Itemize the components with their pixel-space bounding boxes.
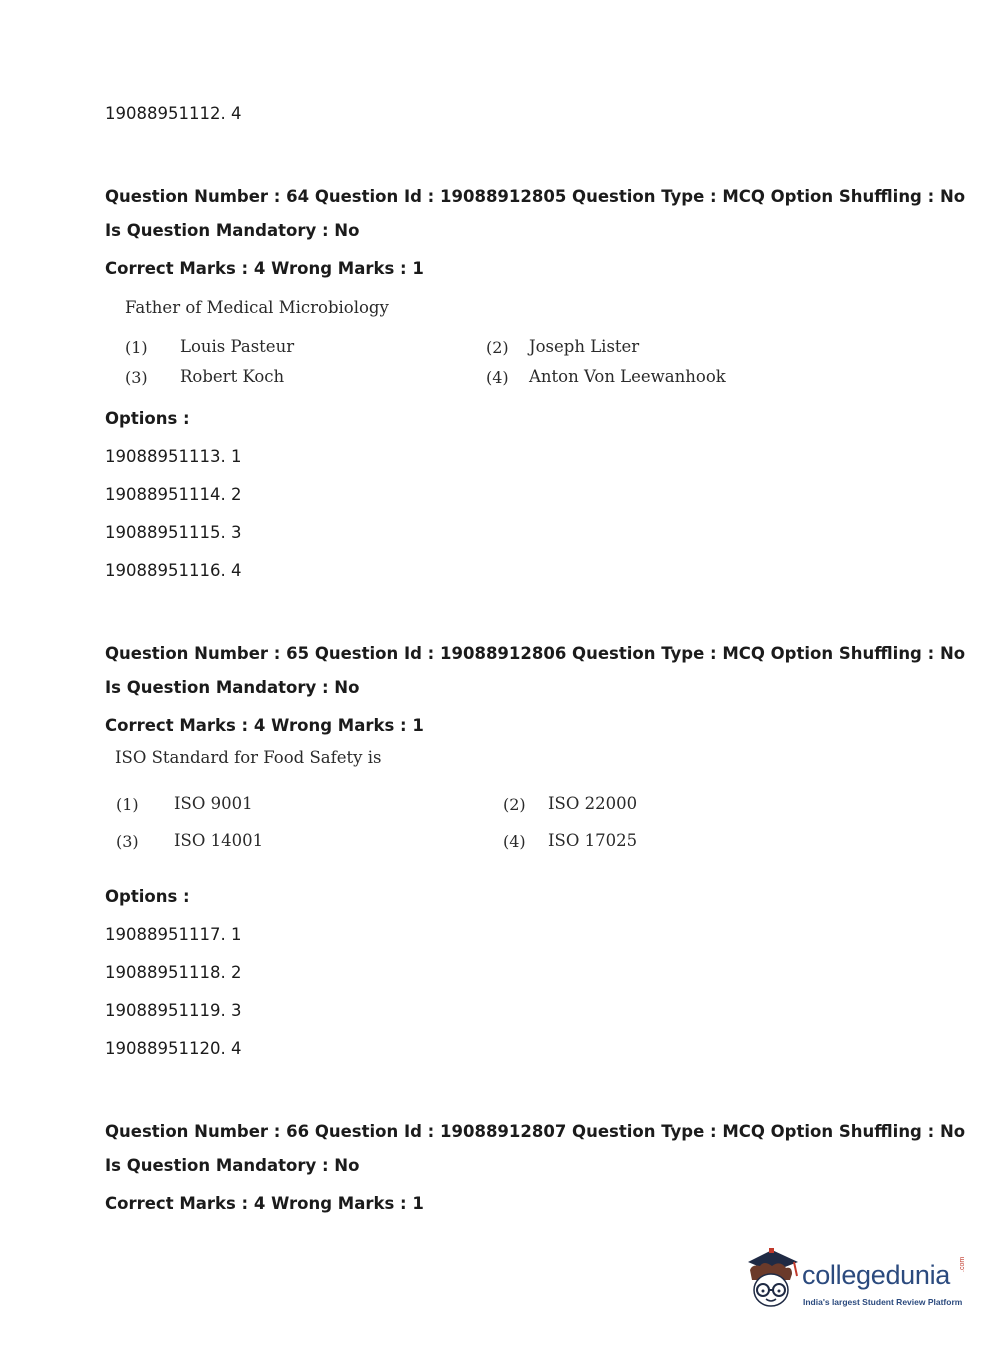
question-header: Question Number : 66 Question Id : 19088912807 Question Type : MCQ Option Shuffling : No <box>105 1122 966 1141</box>
question-marks: Correct Marks : 4 Wrong Marks : 1 <box>105 716 424 735</box>
option-line: 19088951117. 1 <box>105 925 242 944</box>
logo-tagline: India's largest Student Review Platform <box>803 1297 963 1307</box>
option-line: 19088951115. 3 <box>105 523 242 542</box>
option-line: 19088951116. 4 <box>105 561 242 580</box>
logo-name: collegedunia <box>802 1260 951 1290</box>
question-mandatory: Is Question Mandatory : No <box>105 221 360 240</box>
choice-number: (3) <box>125 368 148 387</box>
choice-number: (1) <box>125 338 148 357</box>
option-line: 19088951112. 4 <box>105 104 242 123</box>
choice-text: ISO 9001 <box>174 794 253 813</box>
mascot-icon <box>742 1248 804 1314</box>
collegedunia-logo <box>742 1248 972 1318</box>
question-text: ISO Standard for Food Safety is <box>115 748 382 767</box>
choice-number: (2) <box>486 338 509 357</box>
option-line: 19088951120. 4 <box>105 1039 242 1058</box>
choice-number: (1) <box>116 795 139 814</box>
choice-text: ISO 14001 <box>174 831 264 850</box>
options-label: Options : <box>105 409 190 428</box>
choice-number: (4) <box>503 832 526 851</box>
choice-text: Anton Von Leewanhook <box>529 367 726 386</box>
question-mandatory: Is Question Mandatory : No <box>105 1156 360 1175</box>
choice-text: ISO 17025 <box>548 831 638 850</box>
choice-text: Louis Pasteur <box>180 337 295 356</box>
option-line: 19088951114. 2 <box>105 485 242 504</box>
option-line: 19088951119. 3 <box>105 1001 242 1020</box>
choice-number: (4) <box>486 368 509 387</box>
choice-number: (2) <box>503 795 526 814</box>
logo-com: .com <box>959 1256 966 1272</box>
choice-text: Robert Koch <box>180 367 285 386</box>
question-text: Father of Medical Microbiology <box>125 298 389 317</box>
question-header: Question Number : 64 Question Id : 19088912805 Question Type : MCQ Option Shuffling : No <box>105 187 966 206</box>
question-mandatory: Is Question Mandatory : No <box>105 678 360 697</box>
option-line: 19088951118. 2 <box>105 963 242 982</box>
question-header: Question Number : 65 Question Id : 19088912806 Question Type : MCQ Option Shuffling : No <box>105 644 966 663</box>
question-marks: Correct Marks : 4 Wrong Marks : 1 <box>105 259 424 278</box>
choice-number: (3) <box>116 832 139 851</box>
choice-text: Joseph Lister <box>529 337 640 356</box>
options-label: Options : <box>105 887 190 906</box>
question-marks: Correct Marks : 4 Wrong Marks : 1 <box>105 1194 424 1213</box>
choice-text: ISO 22000 <box>548 794 638 813</box>
option-line: 19088951113. 1 <box>105 447 242 466</box>
